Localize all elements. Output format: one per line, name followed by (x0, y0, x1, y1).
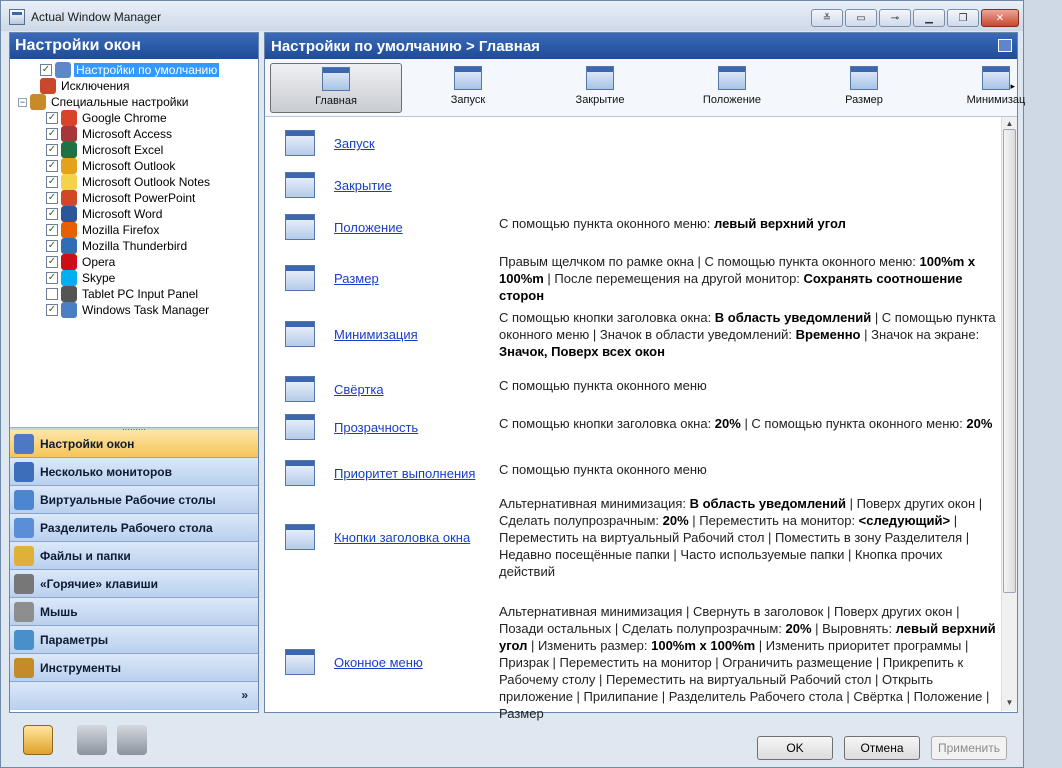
app-icon (61, 238, 77, 254)
window-title: Actual Window Manager (31, 10, 162, 24)
tree-item-checkbox[interactable]: ✓ (41, 64, 51, 75)
feature-description (499, 253, 999, 304)
feature-icon (285, 414, 315, 440)
tree-item[interactable] (10, 206, 258, 222)
feature-link[interactable]: Запуск (334, 136, 375, 151)
description-segment: С помощью пункта оконного меню: (499, 216, 714, 231)
description-segment: 20% (785, 621, 812, 636)
close-button[interactable]: ✕ (981, 9, 1019, 27)
tree-item-label: Настройки по умолчанию (76, 63, 218, 77)
tree-item-label: Microsoft Outlook (82, 159, 176, 173)
tree-item-checkbox[interactable]: ✓ (47, 192, 57, 203)
scroll-up-arrow-icon[interactable]: ▲ (1005, 119, 1014, 128)
app-icon (30, 94, 46, 110)
nav-items (10, 430, 258, 682)
section-icon (850, 66, 878, 90)
tree-item-checkbox[interactable]: ✓ (47, 176, 57, 187)
section-icon (586, 66, 614, 90)
description-segment: | Значок на экране: (860, 327, 980, 342)
app-icon (61, 158, 77, 174)
section-icon (982, 66, 1010, 90)
tree-item-label: Специальные настройки (51, 95, 189, 109)
feature-description (499, 603, 999, 722)
tree-item-label: Opera (82, 255, 116, 269)
nav-item[interactable] (10, 626, 258, 654)
description-segment: | Переместить на монитор: (688, 513, 859, 528)
tree-item[interactable] (10, 222, 258, 238)
feature-link[interactable]: Свёртка (334, 382, 384, 397)
app-icon (61, 286, 77, 302)
nav-item-icon (14, 434, 34, 454)
rollup-button[interactable]: ≚ (811, 9, 843, 27)
app-icon (61, 270, 77, 286)
toolbar-button[interactable] (798, 63, 930, 113)
nav-item[interactable] (10, 430, 258, 458)
toolbar-button-label: Положение (702, 94, 762, 106)
tree-item-checkbox[interactable]: ✓ (47, 208, 57, 219)
description-segment: С помощью пункта оконного меню (499, 462, 707, 477)
toolbar-button-label: Размер (845, 94, 883, 106)
nav-item[interactable] (10, 486, 258, 514)
description-segment: С помощью пункта оконного меню (499, 378, 707, 393)
description-segment: С помощью кнопки заголовка окна: (499, 310, 715, 325)
tree-item-checkbox[interactable]: ✓ (47, 160, 57, 171)
description-segment: | Изменить размер: (527, 638, 652, 653)
tree-item[interactable] (10, 254, 258, 270)
feature-description (499, 415, 999, 432)
tree-item-checkbox[interactable]: ✓ (47, 240, 57, 251)
nav-item-icon (14, 602, 34, 622)
tree-item[interactable] (10, 158, 258, 174)
vertical-scrollbar[interactable] (1001, 117, 1017, 711)
toolbar-button-label: Главная (315, 95, 357, 107)
minimize-button[interactable]: ▁ (913, 9, 945, 27)
description-segment: 20% (662, 513, 689, 528)
description-segment: Временно (795, 327, 861, 342)
description-segment: левый верхний угол (713, 216, 846, 231)
tree-item-label: Mozilla Firefox (82, 223, 160, 237)
description-segment: <следующий> (858, 513, 951, 528)
nav-item[interactable] (10, 514, 258, 542)
nav-more-button[interactable]: » (10, 682, 258, 710)
nav-item-label: Настройки окон (40, 436, 135, 451)
app-icon (61, 142, 77, 158)
feature-link[interactable]: Приоритет выполнения (334, 466, 476, 481)
feature-icon (285, 460, 315, 486)
feature-description (499, 215, 999, 232)
section-icon (718, 66, 746, 90)
description-segment: | Поверх других окон | Сделать полупрозрачным: (499, 496, 983, 528)
nav-item-label: Инструменты (40, 660, 122, 675)
description-segment: | С помощью пункта оконного меню: (740, 416, 967, 431)
description-segment: 100%m x 100%m (499, 254, 976, 286)
tree-item[interactable] (10, 94, 258, 110)
tree-item-checkbox[interactable]: ✓ (47, 304, 57, 315)
tree-item[interactable] (10, 78, 258, 94)
nav-item[interactable] (10, 542, 258, 570)
nav-item-label: Разделитель Рабочего стола (40, 520, 213, 535)
description-segment: Значок, Поверх всех окон (499, 344, 665, 359)
feature-icon (285, 524, 315, 550)
tree-item-checkbox[interactable]: ✓ (47, 224, 57, 235)
titlebar-buttons (811, 9, 1019, 27)
nav-item-label: Мышь (40, 604, 78, 619)
tree-item-label: Skype (82, 271, 116, 285)
app-icon (61, 222, 77, 238)
description-segment: | Выровнять: (811, 621, 896, 636)
nav-item-label: Несколько мониторов (40, 464, 173, 479)
feature-icon (285, 649, 315, 675)
toolbar-button[interactable] (270, 63, 402, 113)
apply-button[interactable]: Применить (931, 736, 1007, 760)
feature-icon (285, 376, 315, 402)
tree-item[interactable] (10, 142, 258, 158)
description-segment: | После перемещения на другой монитор: (543, 271, 804, 286)
feature-description (499, 461, 999, 478)
tree-item[interactable] (10, 62, 258, 78)
nav-item-icon (14, 574, 34, 594)
tree-item-checkbox[interactable]: ✓ (47, 112, 57, 123)
feature-icon (285, 172, 315, 198)
tree-collapse-icon[interactable]: − (19, 96, 26, 107)
description-segment: 20% (966, 416, 993, 431)
feature-link[interactable]: Положение (334, 220, 403, 235)
tree-item-checkbox[interactable] (46, 288, 58, 300)
toolbar-button[interactable] (534, 63, 666, 113)
nav-item-label: Виртуальные Рабочие столы (40, 492, 216, 507)
tree-item-label: Microsoft Access (82, 127, 173, 141)
summary-content (265, 117, 1017, 721)
feature-link[interactable]: Оконное меню (334, 654, 423, 670)
window-mode-icon[interactable] (998, 39, 1012, 52)
section-icon (454, 66, 482, 90)
app-icon (61, 254, 77, 270)
toolbar-button[interactable] (666, 63, 798, 113)
cancel-button[interactable]: Отмена (844, 736, 920, 760)
tree-item-label: Исключения (61, 79, 130, 93)
feature-description (499, 495, 999, 580)
app-icon (61, 302, 77, 318)
toolbar-button-label: Запуск (450, 94, 486, 106)
description-segment: Альтернативная минимизация | Свернуть в заголовок | Поверх других окон | Позади остальных | Сделать полупрозрачным: (499, 604, 960, 636)
app-icon (61, 190, 77, 206)
scrollbar-thumb[interactable] (1003, 129, 1016, 593)
tree-item[interactable] (10, 126, 258, 142)
nav-item-icon (14, 630, 34, 650)
right-pane-header (265, 33, 1017, 59)
toolbar-button[interactable] (930, 63, 1062, 113)
scroll-down-arrow-icon[interactable]: ▼ (1005, 698, 1014, 707)
tree-item-label: Tablet PC Input Panel (82, 287, 199, 301)
nav-item-icon (14, 658, 34, 678)
nav-item[interactable] (10, 654, 258, 682)
tree-item[interactable] (10, 110, 258, 126)
tree-item[interactable] (10, 286, 258, 302)
tree-item[interactable] (10, 190, 258, 206)
feature-icon (285, 214, 315, 240)
description-segment: Правым щелчком по рамке окна | С помощью пункта оконного меню: (499, 254, 920, 269)
toolbar-scroll-right-icon[interactable]: ▸ (1010, 81, 1015, 91)
app-icon (61, 126, 77, 142)
app-icon (61, 206, 77, 222)
description-segment: Сохранять соотношение сторон (499, 271, 963, 303)
nav-item-icon (14, 490, 34, 510)
toolbar-button-label: Минимизац (966, 94, 1026, 106)
tree-item-checkbox[interactable]: ✓ (47, 128, 57, 139)
feature-link[interactable]: Закрытие (334, 178, 392, 193)
description-segment: | Переместить на виртуальный Рабочий стол | Поместить в зону Разделителя | Недавно посещённые папки | Часто используемые папки | Кнопка прочих действий (499, 513, 970, 579)
description-segment: С помощью кнопки заголовка окна: (499, 416, 715, 431)
nav-item-icon (14, 462, 34, 482)
feature-link[interactable]: Прозрачность (334, 420, 419, 435)
feature-icon (285, 130, 315, 156)
right-pane (264, 32, 1026, 721)
tree-item-label: Mozilla Thunderbird (82, 239, 188, 253)
description-segment: | Изменить приоритет программы | Призрак | Переместить на монитор | Ограничить размещение | Прикрепить к Рабочему столу | Переместить на виртуальный Рабочий стол | Открыть приложение | Прилипание | Разделитель Рабочего стола | Свёртка | Положение | Размер (499, 638, 990, 721)
nav-item-label: «Горячие» клавиши (40, 576, 158, 591)
description-segment: 20% (714, 416, 741, 431)
nav-item-label: Файлы и папки (40, 548, 131, 563)
nav-item[interactable] (10, 598, 258, 626)
nav-item[interactable] (10, 570, 258, 598)
feature-icon (285, 265, 315, 291)
app-icon (55, 62, 71, 78)
tree-item-label: Microsoft Word (82, 207, 163, 221)
breadcrumb: Настройки по умолчанию > Главная (271, 38, 540, 55)
nav-item[interactable] (10, 458, 258, 486)
app-icon (9, 9, 25, 25)
tree-item[interactable] (10, 174, 258, 190)
restore-button[interactable]: ❐ (947, 9, 979, 27)
pin-button[interactable]: ⊸ (879, 9, 911, 27)
section-icon (322, 67, 350, 91)
app-icon (40, 78, 56, 94)
tree-item-label: Microsoft PowerPoint (82, 191, 196, 205)
nav-item-icon (14, 518, 34, 538)
description-segment: 100%m x 100%m (651, 638, 756, 653)
tree-item-checkbox[interactable]: ✓ (47, 256, 57, 267)
description-segment: левый верхний угол (499, 621, 996, 653)
nav-item-label: Параметры (40, 632, 109, 647)
tree-item-label: Google Chrome (82, 111, 167, 125)
toolbar-button-label: Закрытие (575, 94, 625, 106)
description-segment: Альтернативная минимизация: (499, 496, 690, 511)
feature-description (499, 377, 999, 394)
redo-icon[interactable] (117, 725, 147, 755)
bottom-bar (1, 713, 1023, 767)
section-toolbar (265, 59, 1026, 117)
title-bar[interactable] (1, 1, 1023, 31)
settings-tree (10, 59, 258, 427)
tree-item-checkbox[interactable]: ✓ (47, 272, 57, 283)
tree-item-label: Microsoft Outlook Notes (82, 175, 211, 189)
tree-item[interactable] (10, 302, 258, 318)
description-segment: | С помощью пункта оконного меню | Значок в области уведомлений: (499, 310, 996, 342)
feature-icon (285, 321, 315, 347)
keyboard-button[interactable]: ▭ (845, 9, 877, 27)
undo-icon[interactable] (77, 725, 107, 755)
tree-item-label: Microsoft Excel (82, 143, 164, 157)
tree-item[interactable] (10, 238, 258, 254)
left-pane (9, 32, 259, 713)
app-icon (61, 174, 77, 190)
help-icon[interactable] (23, 725, 53, 755)
left-pane-header: Настройки окон (10, 33, 258, 59)
description-segment: В область уведомлений (689, 496, 846, 511)
app-icon (61, 110, 77, 126)
description-segment: В область уведомлений (714, 310, 872, 325)
tree-item-label: Windows Task Manager (82, 303, 210, 317)
feature-link[interactable]: Размер (334, 270, 379, 286)
feature-link[interactable]: Минимизация (334, 326, 418, 342)
toolbar-button[interactable] (402, 63, 534, 113)
nav-panel (10, 430, 258, 710)
feature-description (499, 309, 999, 360)
feature-link[interactable]: Кнопки заголовка окна (334, 529, 471, 545)
tree-item-checkbox[interactable]: ✓ (47, 144, 57, 155)
tree-item[interactable] (10, 270, 258, 286)
ok-button[interactable]: OK (757, 736, 833, 760)
nav-item-icon (14, 546, 34, 566)
